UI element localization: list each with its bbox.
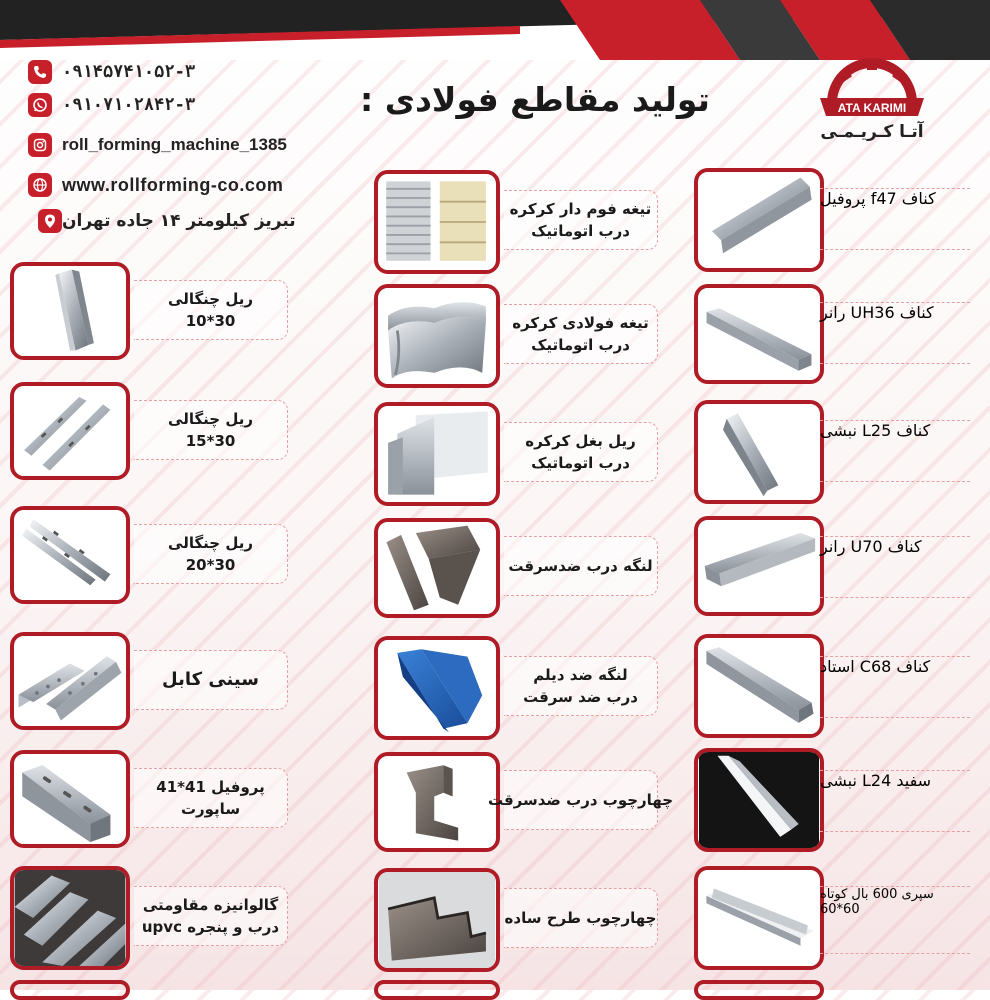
contact-phone-1[interactable] — [28, 56, 195, 88]
product-card-anti-crowbar[interactable] — [374, 636, 654, 740]
product-label: لنگه ضد دیلم درب ضد سرقت — [504, 656, 658, 716]
product-label-f47: پروفیل f47 کناف — [820, 188, 970, 250]
product-label: تیغه فولادی کرکره درب اتوماتیک — [504, 304, 658, 364]
product-card-rail-30x20[interactable] — [10, 506, 290, 604]
contact-website[interactable] — [28, 169, 283, 201]
contact-phone-2[interactable] — [28, 89, 195, 121]
product-card-rail-30x10[interactable] — [10, 262, 290, 360]
product-card-galvanized-upvc[interactable] — [10, 866, 290, 970]
product-card-foam-shutter-slat[interactable] — [374, 170, 654, 274]
product-card-cable-tray[interactable] — [10, 632, 290, 730]
product-label: ریل بغل کرکره درب اتوماتیک — [504, 422, 658, 482]
whatsapp-icon — [28, 93, 52, 117]
website-url: www.rollforming-co.com — [62, 174, 284, 195]
phone-number-2: ۰۹۱۰۷۱۰۲۸۴۲-۳ — [62, 95, 196, 115]
product-image — [374, 170, 500, 274]
product-card-shutter-side-rail[interactable] — [374, 402, 654, 506]
product-label: سینی کابل — [134, 650, 288, 710]
logo-persian-name: آتـا کـریـمـی — [820, 122, 924, 142]
product-image — [374, 752, 500, 852]
product-image — [694, 748, 824, 852]
cropped-card-edge — [10, 980, 130, 1000]
product-image — [694, 516, 824, 616]
top-banner-stripes — [0, 0, 990, 60]
product-card-door-frame[interactable] — [374, 752, 674, 852]
product-image — [10, 632, 130, 730]
product-label-l25: نبشی L25 کناف — [820, 420, 970, 482]
product-image — [10, 262, 130, 360]
globe-icon — [28, 173, 52, 197]
product-label: چهارچوب طرح ساده — [504, 888, 658, 948]
product-image — [374, 518, 500, 618]
product-label: ریل چنگالی 30*20 — [134, 524, 288, 584]
instagram-handle: roll_forming_machine_1385 — [62, 135, 287, 154]
product-image — [374, 284, 500, 388]
product-label: تیغه فوم دار کرکره درب اتوماتیک — [504, 190, 658, 250]
location-pin-icon — [38, 209, 62, 233]
product-label-l24: نبشی L24 سفید — [820, 770, 970, 832]
address-text: تبریز کیلومتر ۱۴ جاده تهران — [62, 211, 296, 231]
product-image — [10, 750, 130, 848]
phone-icon — [28, 60, 52, 84]
product-image — [694, 284, 824, 384]
product-image — [10, 866, 130, 970]
product-image — [374, 636, 500, 740]
logo-text: ATA KARIMI — [837, 101, 907, 115]
product-image — [694, 866, 824, 970]
product-label: چهارچوب درب ضدسرقت — [504, 770, 658, 830]
product-card-simple-frame[interactable] — [374, 868, 657, 972]
product-image — [10, 506, 130, 604]
product-label: پروفیل 41*41 ساپورت — [134, 768, 288, 828]
company-logo — [812, 58, 932, 158]
cropped-card-edge — [694, 980, 824, 1000]
product-label: لنگه درب ضدسرقت — [504, 536, 658, 596]
product-image — [374, 868, 500, 972]
product-image — [10, 382, 130, 480]
page-title: تولید مقاطع فولادی : — [360, 80, 710, 119]
product-label: ریل چنگالی 30*15 — [134, 400, 288, 460]
product-card-rail-30x15[interactable] — [10, 382, 290, 480]
product-card-steel-shutter-slat[interactable] — [374, 284, 654, 388]
contact-instagram[interactable] — [28, 129, 287, 161]
product-label: ریل چنگالی 30*10 — [134, 280, 288, 340]
contact-address — [28, 205, 296, 237]
product-label-u70: رانر U70 کناف — [820, 536, 970, 598]
product-label-c68: استاد C68 کناف — [820, 656, 970, 718]
product-card-strut-41x41[interactable] — [10, 750, 290, 848]
product-image — [694, 168, 824, 272]
product-image — [374, 402, 500, 506]
instagram-icon — [28, 133, 52, 157]
product-image — [694, 634, 824, 738]
product-label: گالوانیزه مقاومتی درب و پنجره upvc — [134, 886, 288, 946]
product-label-uh36: رانر UH36 کناف — [820, 302, 970, 364]
phone-number-1: ۰۹۱۴۵۷۴۱۰۵۲-۳ — [62, 62, 196, 82]
product-label-t-bar: سپری 600 بال کوتاه 60*60 — [820, 886, 970, 954]
product-card-door-leaf[interactable] — [374, 518, 654, 618]
cropped-card-edge — [374, 980, 500, 1000]
product-image — [694, 400, 824, 504]
